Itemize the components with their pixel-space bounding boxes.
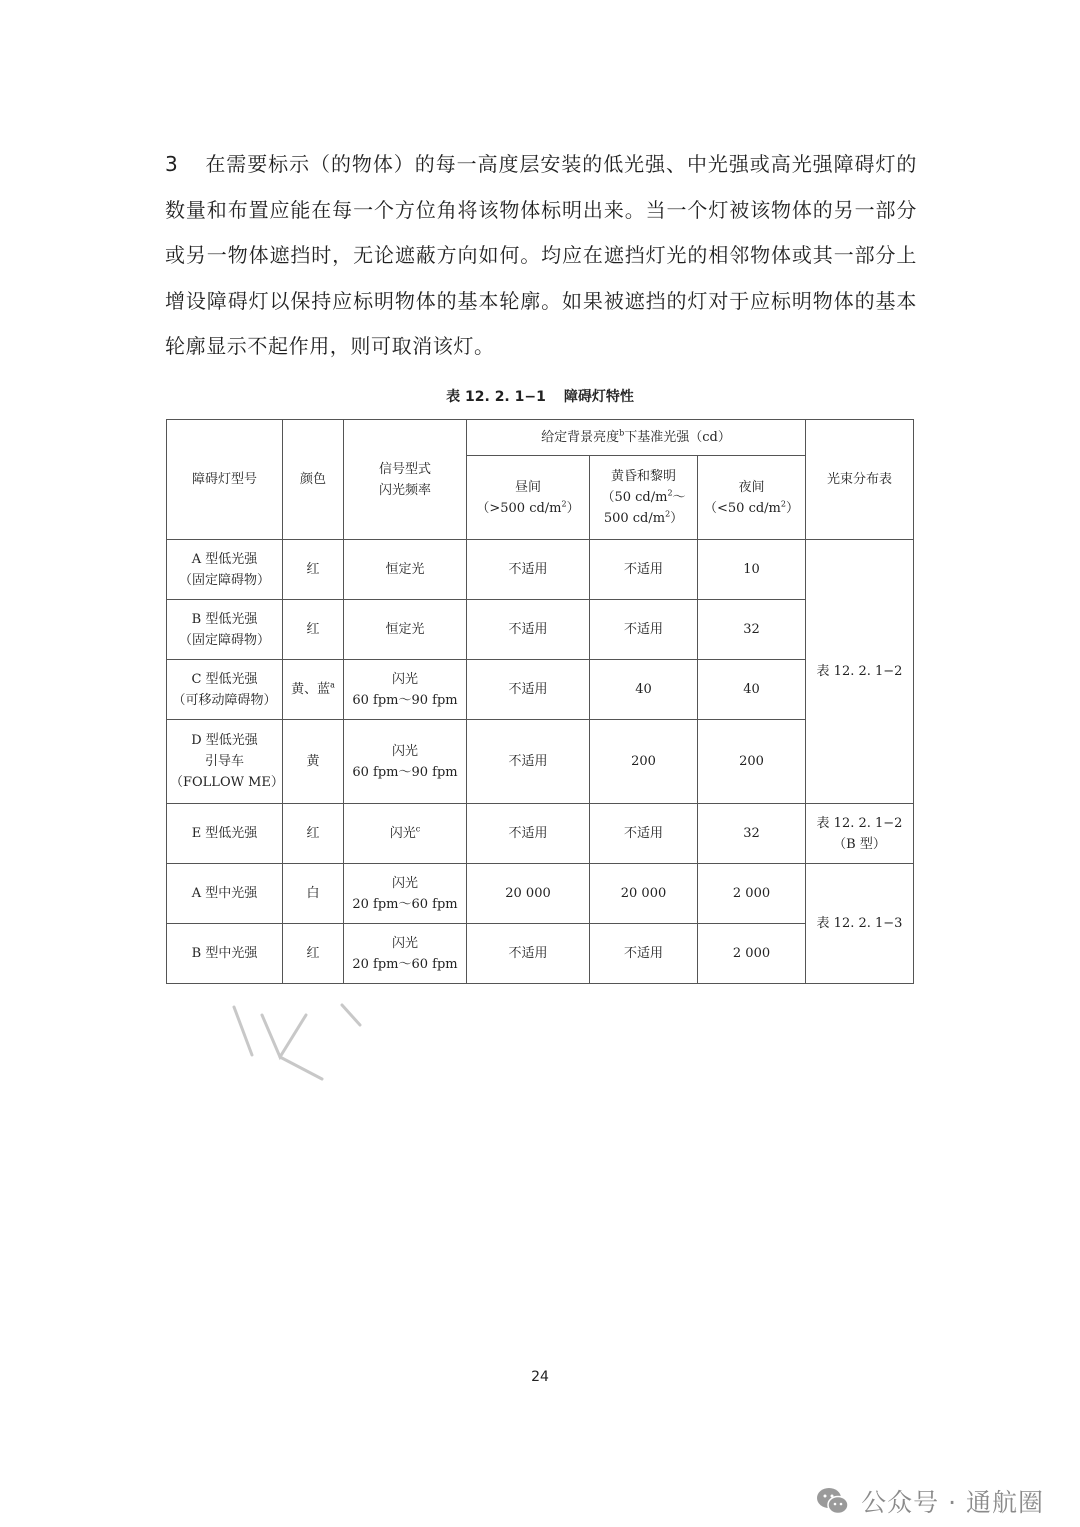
table-row xyxy=(167,600,914,660)
cell-type: A 型低光强 （固定障碍物） xyxy=(167,540,283,600)
cell-night: 32 xyxy=(698,804,806,864)
header-signal: 信号型式 闪光频率 xyxy=(344,420,467,540)
cell-signal: 恒定光 xyxy=(344,600,467,660)
cell-twilight: 不适用 xyxy=(590,540,698,600)
cell-night: 32 xyxy=(698,600,806,660)
paragraph-text: 在需要标示（的物体）的每一高度层安装的低光强、中光强或高光强障碍灯的数量和布置应能在每一个方位角将该物体标明出来。当一个灯被该物体的另一部分或另一物体遮挡时，无论遮蔽方向如何。均应在遮挡灯光的相邻物体或其一部分上增设障碍灯以保持应标明物体的基本轮廓。如果被遮挡的灯对于应标明物体的基本轮廓显示不起作用，则可取消该灯。 xyxy=(165,152,917,358)
cell-color: 白 xyxy=(283,864,344,924)
cell-color: 红 xyxy=(283,540,344,600)
cell-color: 黄、蓝$^a$ xyxy=(283,660,344,720)
cell-beam-ref: 表 12. 2. 1−2 （B 型） xyxy=(806,804,914,864)
cell-type: C 型低光强 （可移动障碍物） xyxy=(167,660,283,720)
wechat-icon xyxy=(815,1486,851,1516)
cell-type: B 型低光强 （固定障碍物） xyxy=(167,600,283,660)
watermark-mark xyxy=(222,995,382,1085)
cell-day: 不适用 xyxy=(467,600,590,660)
header-color: 颜色 xyxy=(283,420,344,540)
cell-twilight: 不适用 xyxy=(590,924,698,984)
footer-brand xyxy=(815,1483,1044,1519)
cell-signal: 闪光 60 fpm～90 fpm xyxy=(344,720,467,804)
cell-signal: 闪光 20 fpm～60 fpm xyxy=(344,924,467,984)
table-row xyxy=(167,720,914,804)
cell-signal: 闪光 20 fpm～60 fpm xyxy=(344,864,467,924)
cell-beam-ref: 表 12. 2. 1−3 xyxy=(806,864,914,984)
header-beam: 光束分布表 xyxy=(806,420,914,540)
cell-type: A 型中光强 xyxy=(167,864,283,924)
paragraph-number: 3 xyxy=(165,152,179,176)
table-row xyxy=(167,660,914,720)
cell-day: 不适用 xyxy=(467,924,590,984)
table-row xyxy=(167,540,914,600)
header-day: 昼间 （>500 $cd/m^2$） xyxy=(467,456,590,540)
footer-text: 公众号 · 通航圈 xyxy=(861,1488,1044,1517)
table-row xyxy=(167,924,914,984)
cell-color: 黄 xyxy=(283,720,344,804)
caption-title: 障碍灯特性 xyxy=(563,389,634,405)
cell-day: 不适用 xyxy=(467,540,590,600)
cell-night: 2 000 xyxy=(698,924,806,984)
cell-signal: 闪光 60 fpm～90 fpm xyxy=(344,660,467,720)
cell-beam-ref: 表 12. 2. 1−2 xyxy=(806,540,914,804)
cell-twilight: 40 xyxy=(590,660,698,720)
table-header-row xyxy=(167,420,914,456)
caption-number: 表 12. 2. 1−1 xyxy=(446,389,546,405)
cell-color: 红 xyxy=(283,804,344,864)
cell-day: 不适用 xyxy=(467,720,590,804)
page-number: 24 xyxy=(531,1369,549,1385)
cell-day: 20 000 xyxy=(467,864,590,924)
cell-day: 不适用 xyxy=(467,660,590,720)
cell-night: 2 000 xyxy=(698,864,806,924)
cell-twilight: 不适用 xyxy=(590,600,698,660)
header-night: 夜间 （<50 $cd/m^2$） xyxy=(698,456,806,540)
cell-night: 200 xyxy=(698,720,806,804)
obstacle-light-table xyxy=(166,419,914,984)
cell-twilight: 20 000 xyxy=(590,864,698,924)
cell-night: 10 xyxy=(698,540,806,600)
cell-day: 不适用 xyxy=(467,804,590,864)
cell-type: E 型低光强 xyxy=(167,804,283,864)
table-row xyxy=(167,804,914,864)
cell-color: 红 xyxy=(283,600,344,660)
header-type: 障碍灯型号 xyxy=(167,420,283,540)
cell-twilight: 不适用 xyxy=(590,804,698,864)
cell-color: 红 xyxy=(283,924,344,984)
table-row xyxy=(167,864,914,924)
table-caption xyxy=(0,386,1080,406)
cell-signal: 恒定光 xyxy=(344,540,467,600)
cell-twilight: 200 xyxy=(590,720,698,804)
cell-type: B 型中光强 xyxy=(167,924,283,984)
header-twilight: 黄昏和黎明 （50 $cd/m^2\sim$ 500 $cd/m^2$） xyxy=(590,456,698,540)
header-intensity-group: 给定背景亮度$^b$下基准光强（cd） xyxy=(467,420,806,456)
body-paragraph xyxy=(165,142,917,370)
cell-signal: 闪光$^c$ xyxy=(344,804,467,864)
cell-type: D 型低光强 引导车 （FOLLOW ME） xyxy=(167,720,283,804)
cell-night: 40 xyxy=(698,660,806,720)
